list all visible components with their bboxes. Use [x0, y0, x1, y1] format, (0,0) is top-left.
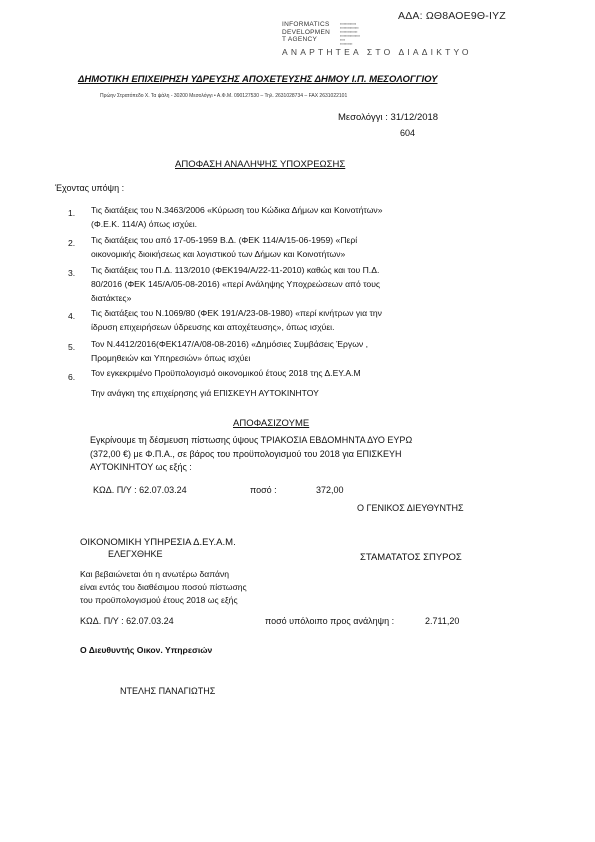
agency-line: INFORMATICS	[282, 21, 330, 28]
agency-stamp-fineprint: ▪▪▪▪▪▪▪▪▪▪▪▪▪ ▪▪▪▪▪▪▪▪▪▪▪▪▪▪▪ ▪▪▪▪▪▪▪▪▪▪▪▪▪▪ ▪▪▪▪▪▪▪▪▪▪▪▪▪▪▪▪ ▪▪▪▪ ▪▪▪▪▪▪▪▪▪▪	[340, 22, 360, 46]
finance-service-title: ΟΙΚΟΝΟΜΙΚΗ ΥΠΗΡΕΣΙΑ Δ.ΕΥ.Α.Μ.	[80, 537, 236, 548]
list-number: 3.	[68, 268, 76, 278]
confirmation-line: είναι εντός του διαθέσιμου ποσού πίστωσης	[80, 582, 247, 592]
list-text: Προμηθειών και Υπηρεσιών» όπως ισχύει	[91, 353, 251, 363]
list-text: 80/2016 (ΦΕΚ 145/Α/05-08-2016) «περί Ανάληψης Υποχρεώσεων από τους	[91, 279, 381, 289]
general-director-name: ΣΤΑΜΑΤΑΤΟΣ ΣΠΥΡΟΣ	[360, 552, 462, 563]
amount-value: 372,00	[316, 485, 344, 495]
budget-code: ΚΩΔ. Π/Υ : 62.07.03.24	[80, 616, 174, 626]
list-text: Τον εγκεκριμένο Προϋπολογισμό οικονομικού έτους 2018 της Δ.ΕΥ.Α.Μ	[91, 368, 361, 378]
place-date: Μεσολόγγι : 31/12/2018	[338, 112, 439, 123]
protocol-number: 604	[400, 128, 416, 138]
list-text: (Φ.Ε.Κ. 114/Α) όπως ισχύει.	[91, 219, 198, 229]
amount-label: ποσό :	[250, 485, 277, 495]
list-text: Τις διατάξεις του Ν.3463/2006 «Κύρωση του Κώδικα Δήμων και Κοινοτήτων»	[91, 205, 383, 215]
list-number: 5.	[68, 342, 76, 352]
list-number: 6.	[68, 372, 76, 382]
certified-label: ΕΛΕΓΧΘΗΚΕ	[108, 549, 163, 559]
publish-online-stamp: ΑΝΑΡΤΗΤΕΑ ΣΤΟ ΔΙΑΔΙΚΤΥΟ	[282, 47, 472, 57]
document-title: ΑΠΟΦΑΣΗ ΑΝΑΛΗΨΗΣ ΥΠΟΧΡΕΩΣΗΣ	[175, 159, 346, 170]
remaining-amount-value: 2.711,20	[425, 616, 460, 626]
confirmation-line: Και βεβαιώνεται ότι η ανωτέρω δαπάνη	[80, 569, 230, 579]
list-text: Τις διατάξεις του από 17-05-1959 Β.Δ. (ΦΕΚ 114/Α/15-06-1959) «Περί	[91, 235, 358, 245]
finance-director-title: Ο Διευθυντής Οικον. Υπηρεσιών	[80, 645, 213, 655]
list-text: Τις διατάξεις του Ν.1069/80 (ΦΕΚ 191/Α/23-08-1980) «περί κινήτρων για την	[91, 308, 382, 318]
approval-line: (372,00 €) με Φ.Π.Α., σε βάρος του προϋπολογισμού του 2018 για ΕΠΙΣΚΕΥΗ	[90, 448, 402, 459]
agency-line: DEVELOPMEN	[282, 28, 331, 36]
organization-address: Πρώην Στρατόπεδο Χ. Τα ψάλη - 30200 Μεσολόγγι • Α.Φ.Μ. 090127530 – Τηλ. 2631028734 – FAX 2631022101	[100, 93, 348, 99]
confirmation-paragraph	[80, 568, 247, 607]
list-text: διατάκτες»	[91, 293, 132, 303]
need-line: Την ανάγκη της επιχείρησης γιά ΕΠΙΣΚΕΥΗ ΑΥΤΟΚΙΝΗΤΟΥ	[91, 388, 319, 398]
approval-line: ΑΥΤΟΚΙΝΗΤΟΥ ως εξής :	[90, 462, 192, 472]
decision-heading: ΑΠΟΦΑΣΙΖΟΥΜΕ	[233, 418, 310, 429]
ada-code: ΑΔΑ: ΩΘ8ΑΟΕ9Θ-ΙΥΖ	[398, 10, 506, 22]
agency-line: T AGENCY	[282, 36, 318, 43]
confirmation-line: του προϋπολογισμού έτους 2018 ως εξής	[80, 595, 238, 605]
list-number: 4.	[68, 311, 76, 321]
list-text: ίδρυση επιχειρήσεων ύδρευσης και αποχέτευσης», όπως ισχύει.	[91, 322, 335, 332]
general-director-title: Ο ΓΕΝΙΚΟΣ ΔΙΕΥΘΥΝΤΗΣ	[357, 503, 464, 513]
list-text: οικονομικής διοικήσεως και λογιστικού των Δήμων και Κοινοτήτων»	[91, 249, 346, 259]
having-regard-label: Έχοντας υπόψη :	[55, 183, 125, 193]
agency-stamp	[282, 21, 330, 44]
remaining-amount-label: ποσό υπόλοιπο προς ανάληψη :	[265, 616, 395, 626]
list-number: 1.	[68, 208, 76, 218]
organization-name: ΔΗΜΟΤΙΚΗ ΕΠΙΧΕΙΡΗΣΗ ΥΔΡΕΥΣΗΣ ΑΠΟΧΕΤΕΥΣΗΣ ΔΗΜΟΥ Ι.Π. ΜΕΣΟΛΟΓΓΙΟΥ	[78, 74, 438, 85]
list-text: Τις διατάξεις του Π.Δ. 113/2010 (ΦΕΚ194/Α/22-11-2010) καθώς και του Π.Δ.	[91, 265, 380, 275]
approval-paragraph	[90, 434, 412, 475]
budget-code: ΚΩΔ. Π/Υ : 62.07.03.24	[93, 485, 187, 495]
list-text: Τον Ν.4412/2016(ΦΕΚ147/Α/08-08-2016) «Δημόσιες Συμβάσεις Έργων ,	[91, 339, 368, 349]
list-number: 2.	[68, 238, 76, 248]
finance-director-name: ΝΤΕΛΗΣ ΠΑΝΑΓΙΩΤΗΣ	[120, 686, 216, 696]
approval-line: Εγκρίνουμε τη δέσμευση πίστωσης ύψους ΤΡΙΑΚΟΣΙΑ ΕΒΔΟΜΗΝΤΑ ΔΥΟ ΕΥΡΩ	[90, 435, 413, 445]
